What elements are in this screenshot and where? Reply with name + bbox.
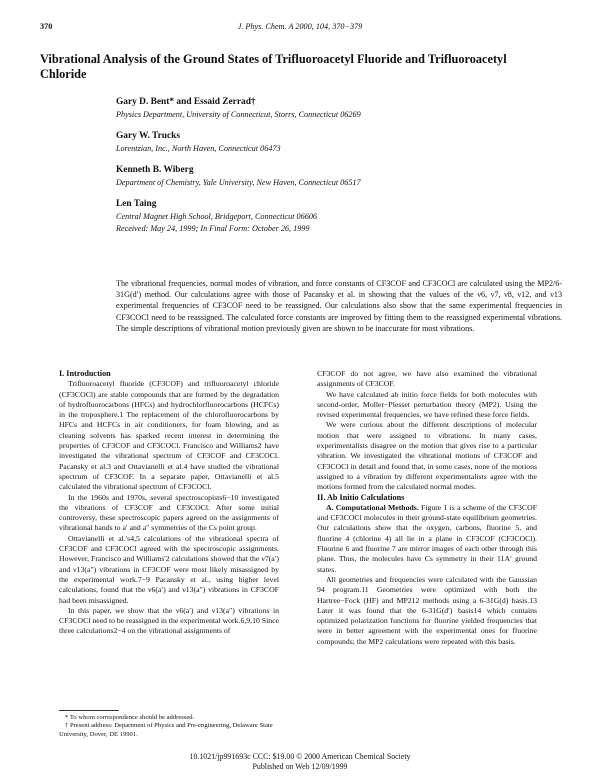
body-paragraph: In this paper, we show that the ν6(a′) and ν13(a″) vibrations in CF3COCl need to be reassigned in the experimental work.6,9,10 Since three calculations2−4 on the vibrational assignments of [59,605,279,636]
author-names: Len Taing [116,199,157,209]
body-paragraph: All geometries and frequencies were calculated with the Gaussian 94 program.11 Geometries were optimized with both the Hartree−Fock (HF) and MP212 methods using a 6-31G(d) basis.13 Later it was found that the 6-31G(d′) basis14 which contains optimized polarization functions for fluorine yielded frequencies that were in better agreement with the experimental ones for fluorine compounds; the MP2 calculations were repeated with this basis. [317,574,537,646]
section-heading-introduction: I. Introduction [59,369,111,378]
section-heading-ab-initio: II. Ab Initio Calculations [317,492,405,502]
author-affiliation: Central Magnet High School, Bridgeport, Connecticut 06606 [116,212,318,221]
author-affiliation: Lorentzian, Inc., North Haven, Connecticut 06473 [116,144,281,153]
right-column [317,369,537,647]
body-paragraph: We have calculated ab initio force fields for both molecules with second-order, Moller−Plesset perturbation theory (MP2). Using the revised experimental frequencies, we have refined these force fields. [317,389,537,420]
author-affiliation: Department of Chemistry, Yale University, New Haven, Connecticut 06517 [116,178,361,187]
author-block [116,164,556,189]
body-paragraph: Trifluoroacetyl fluoride (CF3COF) and trifluoroacetyl chloride (CF3COCl) are stable compounds that are formed by the degradation of hydrofluorocarbons (HFCs) and hydrochlorfluorocarbons (HCFCs) in the troposphere.1 The replacement of the chlorofluorocarbons by HFCs and HCFCs in air conditioners, for foam blowing, and as cleaning solvents has sparked recent interest in determining the properties of CF3COF and CF3COCl. Francisco and Williams2 have investigated the vibrational spectrum of CF3COF and CF3COCl. Pacansky et al.3 and Ottavianelli et al.4 have studied the vibrational spectrum of CF3COF. In a separate paper, Ottavianelli et al.5 calculated the vibrational spectrum of CF3COCl. [59,379,279,492]
running-header [40,22,560,36]
footnote: † Present address: Department of Physics and Pre-engineering, Delaware State University, Dover, DE 19901. [59,722,273,738]
abstract: The vibrational frequencies, normal modes of vibration, and force constants of CF3COF and CF3COCl are calculated using the MP2/6-31G(d′) method. Our calculations agree with those of Pacansky et al. in showing that the values of the ν6, ν7, ν8, ν12, and ν13 experimental frequencies of CF3COF need to be reassigned. Our calculations also show that the same experimental frequencies in CF3COCl need to be reassigned. The calculated force constants are improved by fitting them to the reassigned experimental vibrations. The simple descriptions of vibrational motion previously given are shown to be inaccurate for most vibrations. [116,279,562,333]
left-column [59,369,279,637]
footnotes [59,714,279,739]
author-list [116,96,556,244]
author-affiliation: Physics Department, University of Connecticut, Storrs, Connecticut 06269 [116,110,361,119]
author-block [116,130,556,155]
page-number: 370 [40,22,53,31]
journal-citation: J. Phys. Chem. A 2000, 104, 370−379 [237,22,363,31]
footnote-divider [59,710,119,711]
footnote: * To whom correspondence should be addressed. [65,714,195,721]
publication-date: Published on Web 12/09/1999 [252,762,348,771]
author-names: Gary D. Bent* and Essaid Zerrad† [116,97,256,107]
doi-copyright-line: 10.1021/jp991693c CCC: $19.00 © 2000 American Chemical Society [189,752,411,761]
author-names: Gary W. Trucks [116,131,180,141]
page-footer [0,752,600,772]
body-paragraph [317,503,537,575]
body-paragraph: We were curious about the different descriptions of molecular motion that were assigned to vibrations. In many cases, experimentalists disagree on the motion that gives rise to a particular vibration. We investigated the vibrational motions of CF3COF and CF3COCl in detail and found that, in some cases, none of the motions assigned to a vibration by different experimentalists agree with the motions formed from the calculated normal modes. [317,420,537,492]
received-dates: Received: May 24, 1999; In Final Form: October 26, 1999 [116,224,310,233]
author-block [116,96,556,121]
body-text: Figure 1 is a scheme of the CF3COF and CF3COCl molecules in their ground-state equilibrium geometries. Our calculations show that the oxygen, carbons, fluorine 5, and fluorine 4 (chlorine 4) all lie in a plane in CF3COF (CF3COCl). Fluorine 6 and fluorine 7 are mirror images of each other through this plane. Thus, the molecules have Cs symmetry in their 11A′ ground states. [317,502,538,574]
subsection-heading: A. Computational Methods. [326,502,419,512]
author-block [116,198,556,235]
body-paragraph: Ottavianelli et al.'s4,5 calculations of the vibrational spectra of CF3COF and CF3COCl agreed with the spectroscopic assignments. However, Francisco and Williams'2 calculations showed that the ν7(a′) and ν13(a″) vibrations in CF3COF were most likely misassigned by the experimental work.7−9 Pacansky et al., using higher level calculations, found that the ν6(a′) and ν13(a″) vibrations in CF3COF had been misassigned. [59,533,279,605]
body-paragraph: CF3COF do not agree, we have also examined the vibrational assignments of CF3COF. [317,369,537,389]
author-names: Kenneth B. Wiberg [116,165,194,175]
body-paragraph: In the 1960s and 1970s, several spectroscopists6−10 investigated the vibrations of CF3COF and CF3COCl. After some initial controversy, these spectroscopic papers agreed on the assignments of vibrational bands to a′ and a″ symmetries of the Cs point group. [59,492,279,533]
article-title: Vibrational Analysis of the Ground States of Trifluoroacetyl Fluoride and Trifluoroacetyl Chloride [40,52,507,81]
